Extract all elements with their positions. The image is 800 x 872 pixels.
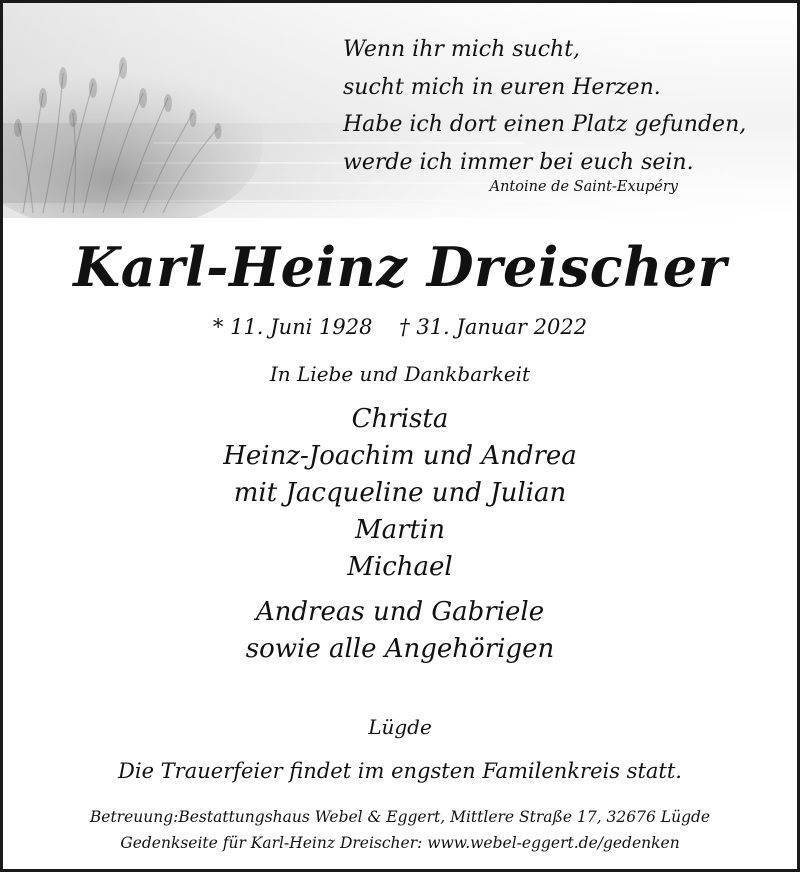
town: Lügde	[368, 715, 432, 739]
funeral-home-info: Betreuung:Bestattungshaus Webel & Eggert, Mittlere Straße 17, 32676 Lügde	[89, 808, 711, 826]
header-photo-area	[3, 3, 797, 218]
memorial-page-info: Gedenkseite für Karl-Heinz Dreischer: www.webel-eggert.de/gedenken	[120, 834, 680, 852]
family-member: Michael	[347, 552, 453, 582]
quote-line: sucht mich in euren Herzen.	[343, 74, 661, 100]
footer	[3, 804, 797, 856]
deceased-name: Karl-Heinz Dreischer	[73, 235, 727, 299]
dedication: In Liebe und Dankbarkeit	[269, 362, 531, 386]
family-list	[3, 401, 797, 668]
quote	[343, 31, 763, 181]
ceremony-note: Die Trauerfeier findet im engsten Familenkreis statt.	[118, 759, 682, 783]
family-member: Andreas und Gabriele	[255, 597, 545, 627]
quote-line: werde ich immer bei euch sein.	[343, 149, 694, 175]
family-member: Heinz-Joachim und Andrea	[223, 441, 577, 471]
family-member: Christa	[351, 404, 449, 434]
family-member: mit Jacqueline und Julian	[233, 478, 567, 508]
life-dates	[3, 315, 797, 339]
quote-line: Habe ich dort einen Platz gefunden,	[343, 112, 747, 137]
family-member: Martin	[354, 515, 446, 545]
quote-author: Antoine de Saint-Exupéry	[489, 179, 678, 195]
quote-line: Wenn ihr mich sucht,	[343, 37, 581, 62]
family-member: sowie alle Angehörigen	[245, 634, 555, 664]
birth-date: * 11. Juni 1928	[212, 315, 373, 339]
death-date: † 31. Januar 2022	[399, 315, 588, 339]
